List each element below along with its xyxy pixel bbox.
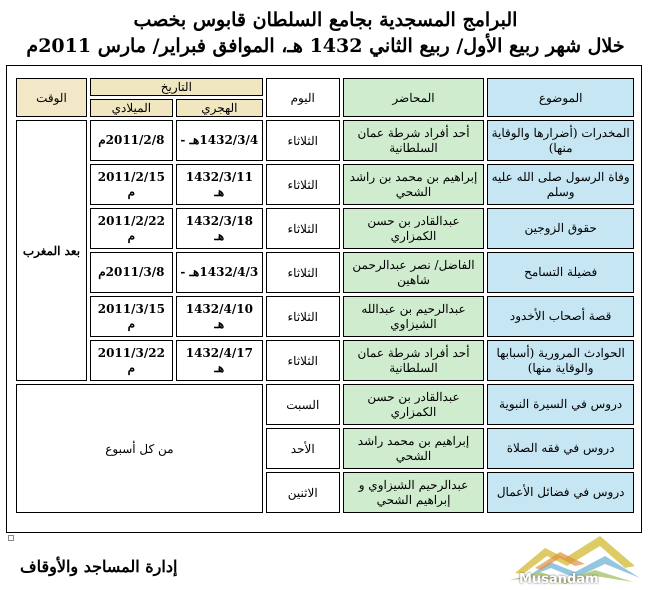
hijri-date-cell: 1432/4/10 هـ bbox=[176, 296, 263, 337]
day-cell: الثلاثاء bbox=[266, 252, 340, 293]
day-cell: الأحد bbox=[266, 428, 340, 469]
hijri-date-cell: 1432/4/3هـ - bbox=[176, 252, 263, 293]
lecturer-cell: الفاضل/ نصر عبدالرحمن شاهين bbox=[343, 252, 485, 293]
page-subtitle: خلال شهر ربيع الأول/ ربيع الثاني 1432 هـ، الموافق فبراير/ مارس 2011م bbox=[26, 35, 625, 57]
corner-marker bbox=[8, 535, 14, 541]
lecturer-cell: إبراهيم بن محمد بن راشد الشحي bbox=[343, 164, 485, 205]
day-cell: الثلاثاء bbox=[266, 208, 340, 249]
lecturer-cell: عبدالرحيم الشيزاوي و إبراهيم الشحي bbox=[343, 472, 485, 513]
lecturer-cell: أحد أفراد شرطة عمان السلطانية bbox=[343, 340, 485, 381]
lecturer-cell: عبدالقادر بن حسن الكمزاري bbox=[343, 384, 485, 425]
header-hijri: الهجري bbox=[176, 99, 263, 117]
header-lecturer: المحاضر bbox=[343, 78, 485, 117]
hijri-date-cell: 1432/3/18 هـ bbox=[176, 208, 263, 249]
gregorian-date-cell: 2011/3/22 م bbox=[90, 340, 173, 381]
table-row bbox=[16, 296, 634, 337]
gregorian-date-cell: 2011/2/22 م bbox=[90, 208, 173, 249]
topic-cell: حقوق الزوجين bbox=[487, 208, 634, 249]
lecturer-cell: إبراهيم بن محمد راشد الشحي bbox=[343, 428, 485, 469]
gregorian-date-cell: 2011/2/15 م bbox=[90, 164, 173, 205]
header-time: الوقت bbox=[16, 78, 87, 117]
table-row bbox=[16, 340, 634, 381]
topic-cell: دروس في السيرة النبوية bbox=[487, 384, 634, 425]
topic-cell: الحوادث المرورية (أسبابها والوقاية منها) bbox=[487, 340, 634, 381]
header-gregorian: الميلادي bbox=[90, 99, 173, 117]
table-row bbox=[16, 164, 634, 205]
table-row bbox=[16, 252, 634, 293]
header-date: التاريخ bbox=[90, 78, 263, 96]
page-title: البرامج المسجدية بجامع السلطان قابوس بخصب bbox=[133, 9, 518, 31]
day-cell: الثلاثاء bbox=[266, 340, 340, 381]
day-cell: الثلاثاء bbox=[266, 296, 340, 337]
logo-text: Musandam bbox=[519, 572, 599, 587]
topic-cell: قصة أصحاب الأخدود bbox=[487, 296, 634, 337]
topic-cell: فضيلة التسامح bbox=[487, 252, 634, 293]
day-cell: الثلاثاء bbox=[266, 164, 340, 205]
gregorian-date-cell: 2011/3/15 م bbox=[90, 296, 173, 337]
topic-cell: المخدرات (أضرارها والوقاية منها) bbox=[487, 120, 634, 161]
hijri-date-cell: 1432/3/11 هـ bbox=[176, 164, 263, 205]
footer-org-name: إدارة المساجد والأوقاف bbox=[20, 557, 178, 576]
day-cell: الاثنين bbox=[266, 472, 340, 513]
lecturer-cell: عبدالقادر بن حسن الكمزاري bbox=[343, 208, 485, 249]
weekly-label-cell: من كل أسبوع bbox=[16, 384, 263, 513]
day-cell: السبت bbox=[266, 384, 340, 425]
header-topic: الموضوع bbox=[487, 78, 634, 117]
table-row bbox=[16, 384, 634, 425]
schedule-table bbox=[13, 75, 637, 516]
table-row bbox=[16, 120, 634, 161]
topic-cell: دروس في فقه الصلاة bbox=[487, 428, 634, 469]
hijri-date-cell: 1432/3/4هـ - bbox=[176, 120, 263, 161]
lecturer-cell: عبدالرحيم بن عبدالله الشيزاوي bbox=[343, 296, 485, 337]
gregorian-date-cell: 2011/3/8م bbox=[90, 252, 173, 293]
topic-cell: وفاة الرسول صلى الله عليه وسلم bbox=[487, 164, 634, 205]
header-day: اليوم bbox=[266, 78, 340, 117]
day-cell: الثلاثاء bbox=[266, 120, 340, 161]
table-row bbox=[16, 208, 634, 249]
topic-cell: دروس في فضائل الأعمال bbox=[487, 472, 634, 513]
hijri-date-cell: 1432/4/17 هـ bbox=[176, 340, 263, 381]
lecturer-cell: أحد أفراد شرطة عمان السلطانية bbox=[343, 120, 485, 161]
gregorian-date-cell: 2011/2/8م bbox=[90, 120, 173, 161]
time-cell: بعد المغرب bbox=[16, 120, 87, 381]
